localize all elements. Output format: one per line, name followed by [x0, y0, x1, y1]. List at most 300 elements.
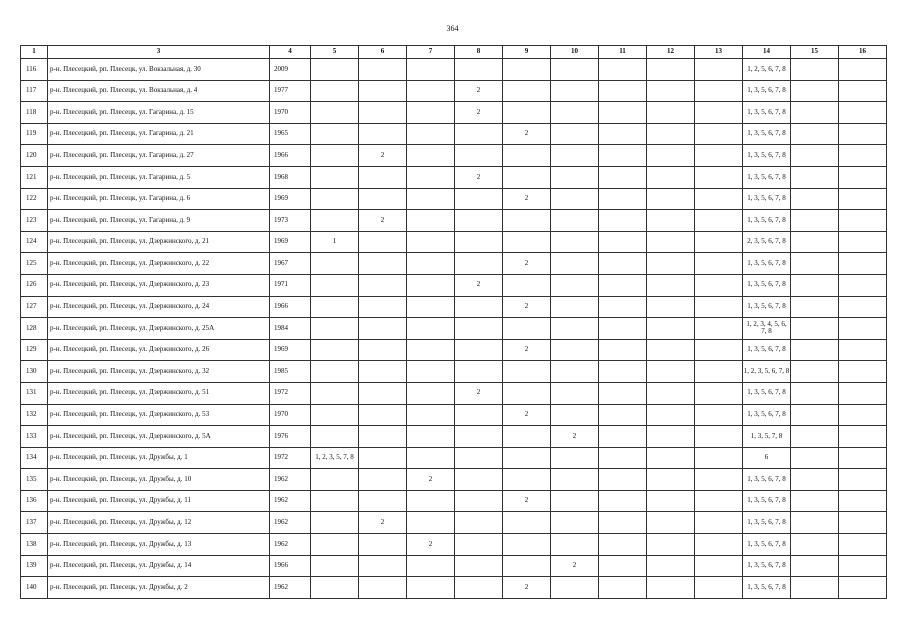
table-cell-col-14: 1, 2, 5, 6, 7, 8 [743, 59, 791, 81]
table-cell-col-14: 1, 3, 5, 6, 7, 8 [743, 188, 791, 210]
table-row [21, 469, 887, 491]
table-cell-col-13 [695, 59, 743, 81]
table-cell-col-13 [695, 469, 743, 491]
table-cell-col-13 [695, 555, 743, 577]
table-cell-col-4: 1967 [270, 253, 311, 275]
table-row [21, 339, 887, 361]
table-cell-col-1: 127 [21, 296, 48, 318]
table-cell-col-10 [551, 188, 599, 210]
table-cell-col-11 [599, 80, 647, 102]
column-header-4: 4 [270, 46, 311, 59]
table-cell-col-6 [359, 123, 407, 145]
table-cell-col-10 [551, 274, 599, 296]
table-cell-col-15 [791, 188, 839, 210]
table-row [21, 555, 887, 577]
table-cell-col-13 [695, 534, 743, 556]
table-cell-col-13 [695, 426, 743, 448]
table-cell-col-6 [359, 296, 407, 318]
table-cell-col-9: 2 [503, 404, 551, 426]
table-cell-col-8 [455, 577, 503, 599]
table-cell-col-7 [407, 274, 455, 296]
table-cell-col-12 [647, 231, 695, 253]
table-cell-col-10 [551, 80, 599, 102]
table-cell-col-7 [407, 253, 455, 275]
table-cell-col-13 [695, 145, 743, 167]
table-cell-col-13 [695, 80, 743, 102]
table-cell-col-6 [359, 469, 407, 491]
table-cell-col-8 [455, 361, 503, 383]
table-cell-col-11 [599, 469, 647, 491]
table-cell-col-15 [791, 361, 839, 383]
table-cell-col-13 [695, 166, 743, 188]
table-cell-col-9 [503, 59, 551, 81]
column-header-14: 14 [743, 46, 791, 59]
table-cell-col-6 [359, 80, 407, 102]
table-cell-col-16 [839, 188, 887, 210]
table-cell-col-8 [455, 426, 503, 448]
table-cell-col-8: 2 [455, 166, 503, 188]
table-cell-col-5 [311, 404, 359, 426]
table-cell-col-3: р-н. Плесецкий, рп. Плесецк, ул. Вокзальная, д. 30 [48, 59, 270, 81]
table-cell-col-13 [695, 447, 743, 469]
table-cell-col-13 [695, 382, 743, 404]
table-cell-col-4: 1969 [270, 231, 311, 253]
table-row [21, 188, 887, 210]
table-cell-col-15 [791, 231, 839, 253]
table-cell-col-8 [455, 59, 503, 81]
table-cell-col-7 [407, 555, 455, 577]
table-cell-col-15 [791, 382, 839, 404]
table-cell-col-9 [503, 512, 551, 534]
table-cell-col-4: 1968 [270, 166, 311, 188]
table-cell-col-12 [647, 296, 695, 318]
table-cell-col-1: 124 [21, 231, 48, 253]
table-cell-col-11 [599, 534, 647, 556]
table-cell-col-5 [311, 210, 359, 232]
table-cell-col-11 [599, 102, 647, 124]
table-cell-col-14: 1, 3, 5, 6, 7, 8 [743, 102, 791, 124]
table-cell-col-16 [839, 59, 887, 81]
table-row [21, 274, 887, 296]
table-cell-col-4: 1971 [270, 274, 311, 296]
table-cell-col-9 [503, 382, 551, 404]
table-cell-col-7 [407, 318, 455, 340]
table-row [21, 296, 887, 318]
table-cell-col-3: р-н. Плесецкий, рп. Плесецк, ул. Дзержинского, д. 32 [48, 361, 270, 383]
table-cell-col-15 [791, 555, 839, 577]
table-row [21, 512, 887, 534]
table-cell-col-8: 2 [455, 382, 503, 404]
table-cell-col-3: р-н. Плесецкий, рп. Плесецк, ул. Гагарина, д. 21 [48, 123, 270, 145]
table-cell-col-13 [695, 253, 743, 275]
table-cell-col-11 [599, 296, 647, 318]
table-cell-col-6 [359, 490, 407, 512]
table-cell-col-12 [647, 404, 695, 426]
table-cell-col-10 [551, 512, 599, 534]
table-row [21, 102, 887, 124]
table-cell-col-1: 131 [21, 382, 48, 404]
table-cell-col-10 [551, 102, 599, 124]
table-cell-col-10 [551, 404, 599, 426]
table-cell-col-3: р-н. Плесецкий, рп. Плесецк, ул. Дружбы, д. 1 [48, 447, 270, 469]
table-cell-col-14: 1, 3, 5, 6, 7, 8 [743, 469, 791, 491]
housing-registry-table [20, 45, 887, 599]
table-cell-col-3: р-н. Плесецкий, рп. Плесецк, ул. Гагарина, д. 6 [48, 188, 270, 210]
table-cell-col-16 [839, 447, 887, 469]
table-cell-col-8 [455, 188, 503, 210]
table-cell-col-16 [839, 534, 887, 556]
table-cell-col-10: 2 [551, 426, 599, 448]
table-cell-col-5: 1 [311, 231, 359, 253]
table-cell-col-4: 1984 [270, 318, 311, 340]
table-cell-col-6 [359, 188, 407, 210]
table-cell-col-16 [839, 253, 887, 275]
table-cell-col-12 [647, 274, 695, 296]
table-cell-col-16 [839, 426, 887, 448]
table-cell-col-14: 1, 3, 5, 6, 7, 8 [743, 123, 791, 145]
table-cell-col-9 [503, 469, 551, 491]
table-cell-col-11 [599, 404, 647, 426]
table-cell-col-5 [311, 123, 359, 145]
table-cell-col-5 [311, 361, 359, 383]
table-cell-col-14: 2, 3, 5, 6, 7, 8 [743, 231, 791, 253]
table-row [21, 166, 887, 188]
table-cell-col-16 [839, 318, 887, 340]
table-cell-col-14: 1, 2, 3, 5, 6, 7, 8 [743, 361, 791, 383]
table-cell-col-1: 120 [21, 145, 48, 167]
table-cell-col-8 [455, 210, 503, 232]
table-cell-col-9: 2 [503, 253, 551, 275]
table-cell-col-12 [647, 447, 695, 469]
table-cell-col-13 [695, 296, 743, 318]
table-cell-col-3: р-н. Плесецкий, рп. Плесецк, ул. Дзержинского, д. 21 [48, 231, 270, 253]
table-cell-col-4: 1976 [270, 426, 311, 448]
table-cell-col-1: 137 [21, 512, 48, 534]
table-cell-col-15 [791, 59, 839, 81]
table-cell-col-1: 121 [21, 166, 48, 188]
table-row [21, 253, 887, 275]
table-body [21, 59, 887, 599]
table-cell-col-9 [503, 274, 551, 296]
table-cell-col-9: 2 [503, 339, 551, 361]
table-cell-col-8 [455, 534, 503, 556]
table-cell-col-3: р-н. Плесецкий, рп. Плесецк, ул. Дружбы, д. 11 [48, 490, 270, 512]
table-cell-col-4: 1977 [270, 80, 311, 102]
table-cell-col-8 [455, 512, 503, 534]
table-cell-col-6 [359, 361, 407, 383]
table-cell-col-15 [791, 577, 839, 599]
column-header-10: 10 [551, 46, 599, 59]
table-row [21, 426, 887, 448]
table-cell-col-7 [407, 231, 455, 253]
table-row [21, 534, 887, 556]
table-cell-col-9 [503, 447, 551, 469]
table-cell-col-6 [359, 382, 407, 404]
table-cell-col-10 [551, 534, 599, 556]
table-cell-col-15 [791, 404, 839, 426]
table-row [21, 361, 887, 383]
table-cell-col-5 [311, 253, 359, 275]
table-cell-col-1: 139 [21, 555, 48, 577]
table-cell-col-7 [407, 59, 455, 81]
table-cell-col-12 [647, 102, 695, 124]
table-cell-col-3: р-н. Плесецкий, рп. Плесецк, ул. Гагарина, д. 15 [48, 102, 270, 124]
table-cell-col-4: 1970 [270, 102, 311, 124]
table-row [21, 318, 887, 340]
table-cell-col-8 [455, 490, 503, 512]
table-cell-col-16 [839, 80, 887, 102]
table-cell-col-14: 1, 3, 5, 7, 8 [743, 426, 791, 448]
table-cell-col-16 [839, 296, 887, 318]
table-cell-col-6 [359, 59, 407, 81]
table-cell-col-15 [791, 80, 839, 102]
table-cell-col-16 [839, 577, 887, 599]
table-cell-col-10 [551, 145, 599, 167]
table-cell-col-13 [695, 274, 743, 296]
table-cell-col-11 [599, 447, 647, 469]
table-row [21, 210, 887, 232]
table-cell-col-12 [647, 512, 695, 534]
table-cell-col-4: 1972 [270, 382, 311, 404]
column-header-7: 7 [407, 46, 455, 59]
table-cell-col-11 [599, 512, 647, 534]
column-header-12: 12 [647, 46, 695, 59]
table-cell-col-6 [359, 555, 407, 577]
table-cell-col-11 [599, 361, 647, 383]
table-cell-col-8 [455, 404, 503, 426]
table-cell-col-16 [839, 382, 887, 404]
table-cell-col-6 [359, 231, 407, 253]
table-cell-col-5 [311, 59, 359, 81]
table-cell-col-11 [599, 123, 647, 145]
table-cell-col-1: 130 [21, 361, 48, 383]
table-cell-col-1: 134 [21, 447, 48, 469]
table-cell-col-6 [359, 447, 407, 469]
table-cell-col-9 [503, 426, 551, 448]
table-cell-col-15 [791, 102, 839, 124]
table-cell-col-11 [599, 274, 647, 296]
table-row [21, 80, 887, 102]
table-row [21, 145, 887, 167]
table-cell-col-15 [791, 426, 839, 448]
table-cell-col-14: 1, 3, 5, 6, 7, 8 [743, 145, 791, 167]
table-cell-col-12 [647, 339, 695, 361]
table-cell-col-12 [647, 490, 695, 512]
table-cell-col-13 [695, 102, 743, 124]
table-cell-col-3: р-н. Плесецкий, рп. Плесецк, ул. Дружбы, д. 10 [48, 469, 270, 491]
table-cell-col-9: 2 [503, 577, 551, 599]
table-cell-col-10 [551, 339, 599, 361]
table-cell-col-9 [503, 534, 551, 556]
table-cell-col-6 [359, 253, 407, 275]
table-cell-col-9 [503, 145, 551, 167]
table-cell-col-6 [359, 577, 407, 599]
table-cell-col-9 [503, 102, 551, 124]
table-cell-col-8 [455, 318, 503, 340]
table-cell-col-9: 2 [503, 490, 551, 512]
table-cell-col-3: р-н. Плесецкий, рп. Плесецк, ул. Дзержинского, д. 5А [48, 426, 270, 448]
table-cell-col-14: 1, 3, 5, 6, 7, 8 [743, 166, 791, 188]
table-cell-col-12 [647, 361, 695, 383]
table-cell-col-3: р-н. Плесецкий, рп. Плесецк, ул. Вокзальная, д. 4 [48, 80, 270, 102]
table-cell-col-7 [407, 512, 455, 534]
table-header-row [21, 46, 887, 59]
table-cell-col-14: 1, 3, 5, 6, 7, 8 [743, 382, 791, 404]
table-cell-col-13 [695, 404, 743, 426]
table-cell-col-13 [695, 123, 743, 145]
table-cell-col-11 [599, 426, 647, 448]
table-cell-col-11 [599, 166, 647, 188]
table-cell-col-15 [791, 123, 839, 145]
table-cell-col-10 [551, 253, 599, 275]
table-cell-col-13 [695, 188, 743, 210]
table-cell-col-7 [407, 145, 455, 167]
table-cell-col-3: р-н. Плесецкий, рп. Плесецк, ул. Дружбы, д. 13 [48, 534, 270, 556]
table-cell-col-13 [695, 210, 743, 232]
table-cell-col-11 [599, 490, 647, 512]
table-cell-col-1: 129 [21, 339, 48, 361]
table-cell-col-9: 2 [503, 296, 551, 318]
table-cell-col-9: 2 [503, 188, 551, 210]
table-cell-col-8 [455, 447, 503, 469]
table-cell-col-12 [647, 166, 695, 188]
column-header-11: 11 [599, 46, 647, 59]
table-cell-col-8 [455, 339, 503, 361]
table-cell-col-12 [647, 188, 695, 210]
table-cell-col-16 [839, 145, 887, 167]
table-cell-col-13 [695, 318, 743, 340]
table-cell-col-5 [311, 426, 359, 448]
table-cell-col-6 [359, 426, 407, 448]
table-cell-col-4: 1966 [270, 145, 311, 167]
table-cell-col-10 [551, 166, 599, 188]
table-row [21, 59, 887, 81]
table-cell-col-4: 1962 [270, 490, 311, 512]
table-cell-col-7 [407, 382, 455, 404]
table-cell-col-1: 116 [21, 59, 48, 81]
table-cell-col-1: 122 [21, 188, 48, 210]
table-cell-col-7 [407, 339, 455, 361]
table-cell-col-4: 1969 [270, 188, 311, 210]
table-cell-col-6 [359, 534, 407, 556]
table-cell-col-14: 1, 3, 5, 6, 7, 8 [743, 253, 791, 275]
table-cell-col-1: 123 [21, 210, 48, 232]
table-cell-col-8 [455, 123, 503, 145]
table-cell-col-16 [839, 123, 887, 145]
table-cell-col-7 [407, 296, 455, 318]
table-cell-col-10 [551, 296, 599, 318]
table-cell-col-7 [407, 490, 455, 512]
table-cell-col-4: 1962 [270, 512, 311, 534]
table-cell-col-7: 2 [407, 534, 455, 556]
table-cell-col-10 [551, 361, 599, 383]
table-cell-col-14: 1, 3, 5, 6, 7, 8 [743, 555, 791, 577]
table-cell-col-11 [599, 339, 647, 361]
table-cell-col-12 [647, 80, 695, 102]
table-cell-col-3: р-н. Плесецкий, рп. Плесецк, ул. Дружбы, д. 14 [48, 555, 270, 577]
table-cell-col-14: 1, 3, 5, 6, 7, 8 [743, 210, 791, 232]
table-cell-col-16 [839, 166, 887, 188]
table-cell-col-7: 2 [407, 469, 455, 491]
table-cell-col-8 [455, 145, 503, 167]
table-cell-col-3: р-н. Плесецкий, рп. Плесецк, ул. Дзержинского, д. 26 [48, 339, 270, 361]
table-cell-col-5 [311, 145, 359, 167]
table-cell-col-12 [647, 123, 695, 145]
table-cell-col-3: р-н. Плесецкий, рп. Плесецк, ул. Дружбы, д. 2 [48, 577, 270, 599]
table-cell-col-4: 1972 [270, 447, 311, 469]
table-cell-col-1: 125 [21, 253, 48, 275]
table-cell-col-7 [407, 80, 455, 102]
table-cell-col-6: 2 [359, 210, 407, 232]
table-cell-col-4: 1962 [270, 577, 311, 599]
table-cell-col-3: р-н. Плесецкий, рп. Плесецк, ул. Гагарина, д. 9 [48, 210, 270, 232]
table-cell-col-12 [647, 253, 695, 275]
table-cell-col-11 [599, 231, 647, 253]
table-cell-col-10: 2 [551, 555, 599, 577]
table-cell-col-6: 2 [359, 145, 407, 167]
table-cell-col-5 [311, 102, 359, 124]
table-cell-col-16 [839, 361, 887, 383]
table-cell-col-14: 1, 3, 5, 6, 7, 8 [743, 80, 791, 102]
table-cell-col-16 [839, 210, 887, 232]
table-cell-col-15 [791, 469, 839, 491]
column-header-9: 9 [503, 46, 551, 59]
table-cell-col-11 [599, 577, 647, 599]
table-cell-col-11 [599, 382, 647, 404]
table-cell-col-5 [311, 296, 359, 318]
table-cell-col-7 [407, 404, 455, 426]
table-cell-col-11 [599, 59, 647, 81]
column-header-5: 5 [311, 46, 359, 59]
table-cell-col-1: 117 [21, 80, 48, 102]
table-cell-col-7 [407, 123, 455, 145]
table-cell-col-1: 136 [21, 490, 48, 512]
table-cell-col-4: 1962 [270, 534, 311, 556]
table-cell-col-10 [551, 318, 599, 340]
table-cell-col-5 [311, 382, 359, 404]
table-cell-col-9 [503, 80, 551, 102]
table-cell-col-7 [407, 188, 455, 210]
table-cell-col-16 [839, 102, 887, 124]
column-header-16: 16 [839, 46, 887, 59]
table-cell-col-9 [503, 361, 551, 383]
table-cell-col-7 [407, 210, 455, 232]
table-cell-col-12 [647, 145, 695, 167]
table-cell-col-5 [311, 577, 359, 599]
table-cell-col-7 [407, 361, 455, 383]
table-cell-col-11 [599, 145, 647, 167]
column-header-6: 6 [359, 46, 407, 59]
table-cell-col-5 [311, 469, 359, 491]
table-cell-col-16 [839, 231, 887, 253]
table-cell-col-9 [503, 231, 551, 253]
table-cell-col-15 [791, 318, 839, 340]
table-cell-col-13 [695, 339, 743, 361]
table-cell-col-3: р-н. Плесецкий, рп. Плесецк, ул. Дружбы, д. 12 [48, 512, 270, 534]
table-row [21, 577, 887, 599]
table-cell-col-6 [359, 404, 407, 426]
table-cell-col-13 [695, 361, 743, 383]
table-cell-col-13 [695, 577, 743, 599]
table-cell-col-3: р-н. Плесецкий, рп. Плесецк, ул. Дзержинского, д. 24 [48, 296, 270, 318]
table-cell-col-8: 2 [455, 102, 503, 124]
table-cell-col-7 [407, 577, 455, 599]
table-row [21, 447, 887, 469]
table-cell-col-9: 2 [503, 123, 551, 145]
table-cell-col-5 [311, 534, 359, 556]
table-cell-col-15 [791, 296, 839, 318]
table-cell-col-11 [599, 188, 647, 210]
